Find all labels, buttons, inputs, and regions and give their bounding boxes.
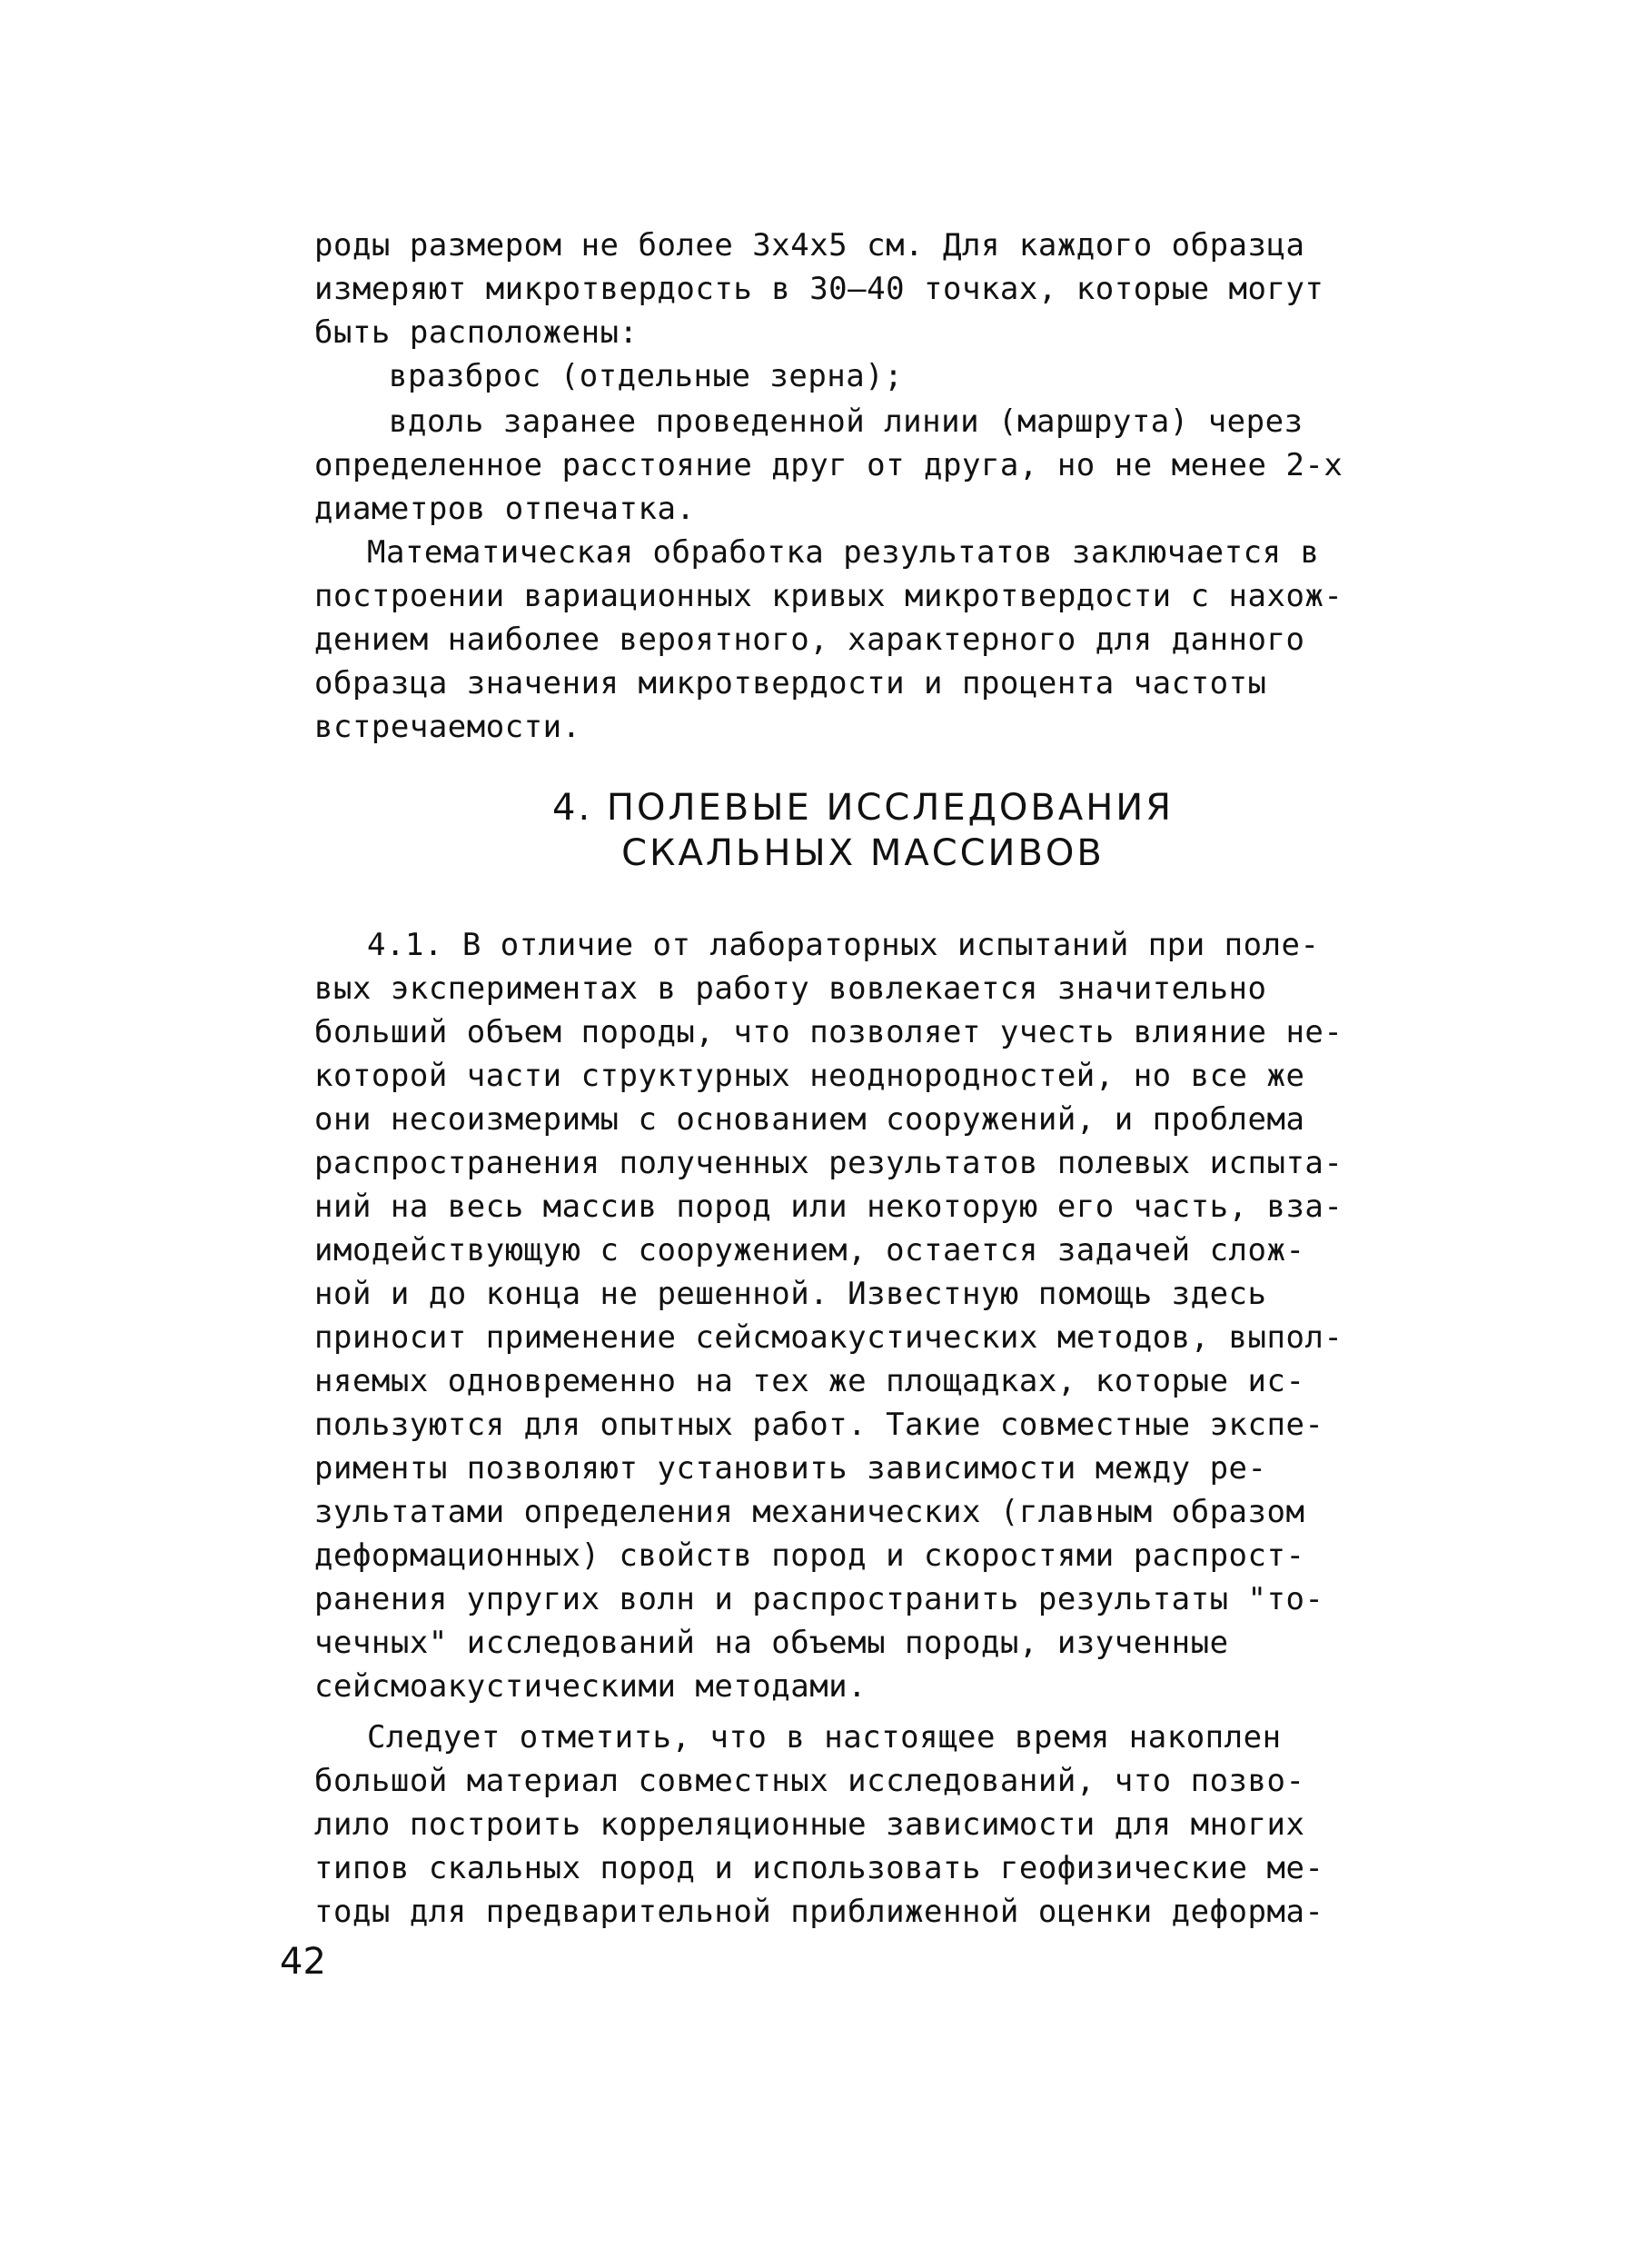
text-line: дением наиболее вероятного, характерного для данного <box>314 622 1305 658</box>
text-line: чечных" исследований на объемы породы, изученные <box>314 1625 1229 1661</box>
text-line: образца значения микротвердости и процента частоты <box>314 665 1267 701</box>
text-line: они несоизмеримы с основанием сооружений, и проблема <box>314 1101 1305 1138</box>
text-line: деформационных) свойств пород и скоростями распрост- <box>314 1537 1305 1574</box>
text-line: распространения полученных результатов полевых испыта- <box>314 1145 1343 1181</box>
text-line: типов скальных пород и использовать геофизические ме- <box>314 1850 1324 1886</box>
text-line: пользуются для опытных работ. Такие совместные экспе- <box>314 1407 1324 1443</box>
text-line: которой части структурных неоднородностей, но все же <box>314 1058 1305 1094</box>
text-line: имодействующую с сооружением, остается задачей слож- <box>314 1232 1305 1268</box>
text-line: лило построить корреляционные зависимости для многих <box>314 1806 1305 1843</box>
section-title: 4. ПОЛЕВЫЕ ИССЛЕДОВАНИЯ <box>552 787 1174 829</box>
text-line: приносит применение сейсмоакустических методов, выпол- <box>314 1319 1343 1356</box>
text-line: вдоль заранее проведенной линии (маршрута) через <box>389 403 1304 440</box>
text-line: больший объем породы, что позволяет учесть влияние не- <box>314 1014 1343 1050</box>
text-line: диаметров отпечатка. <box>314 491 696 527</box>
text-line: встречаемости. <box>314 709 581 745</box>
text-line: вразброс (отдельные зерна); <box>389 358 904 394</box>
text-line: рименты позволяют установить зависимости между ре- <box>314 1450 1267 1487</box>
text-line: Следует отметить, что в настоящее время накоплен <box>367 1719 1282 1756</box>
text-line: быть расположены: <box>314 314 639 351</box>
text-line: тоды для предварительной приближенной оценки деформа- <box>314 1894 1324 1930</box>
text-line: большой материал совместных исследований, что позво- <box>314 1763 1305 1799</box>
text-line: сейсмоакустическими методами. <box>314 1668 868 1705</box>
page-number: 42 <box>280 1941 326 1983</box>
text-line: Математическая обработка результатов заключается в <box>367 534 1320 571</box>
text-line: няемых одновременно на тех же площадках, которые ис- <box>314 1363 1305 1399</box>
section-title: СКАЛЬНЫХ МАССИВОВ <box>621 832 1105 874</box>
text-line: ний на весь массив пород или некоторую его часть, вза- <box>314 1189 1343 1225</box>
text-line: зультатами определения механических (главным образом <box>314 1494 1305 1530</box>
text-line: ранения упругих волн и распространить результаты "то- <box>314 1581 1324 1617</box>
text-line: измеряют микротвердость в 30–40 точках, которые могут <box>314 271 1324 307</box>
text-line: построении вариационных кривых микротвердости с нахож- <box>314 578 1343 614</box>
text-line: 4.1. В отличие от лабораторных испытаний при поле- <box>367 927 1320 963</box>
text-line: роды размером не более 3x4x5 см. Для каждого образца <box>314 227 1305 264</box>
text-line: определенное расстояние друг от друга, но не менее 2-х <box>314 447 1343 483</box>
text-line: ной и до конца не решенной. Известную помощь здесь <box>314 1276 1267 1312</box>
text-line: вых экспериментах в работу вовлекается значительно <box>314 970 1267 1007</box>
